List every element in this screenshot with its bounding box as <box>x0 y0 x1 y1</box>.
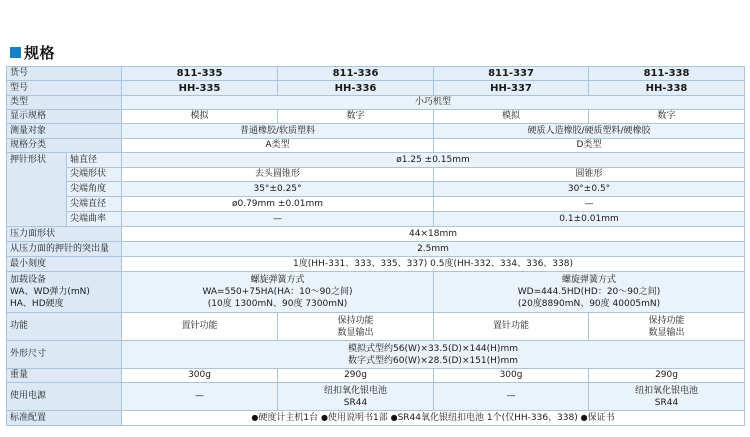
row-load <box>7 272 745 313</box>
function-line: 数显输出 <box>648 327 685 338</box>
load-a-line: (10度 1300mN、90度 7300mN) <box>207 299 348 309</box>
label-function: 功能 <box>7 313 122 341</box>
row-tip-radius <box>7 212 745 227</box>
standard-item: 硬度计主机1台 <box>258 413 319 423</box>
tip-dia-d: — <box>434 197 745 212</box>
row-protrusion <box>7 242 745 257</box>
standard-item: 使用说明书1部 <box>327 413 388 423</box>
spec-table <box>6 66 745 426</box>
label-shaft: 轴直径 <box>67 153 122 168</box>
row-tip-angle <box>7 182 745 197</box>
weight-cell: 300g <box>434 369 589 383</box>
target-d: 硬质人造橡胶/硬质塑料/硬橡胶 <box>434 124 745 139</box>
bullet-icon: ● <box>390 413 398 422</box>
section-title: 规格 <box>24 43 56 62</box>
tip-dia-a: ø0.79mm ±0.01mm <box>122 197 434 212</box>
row-type <box>7 81 745 96</box>
weight-cell: 290g <box>278 369 434 383</box>
code-cell: 811-336 <box>278 67 434 81</box>
function-line: 数显输出 <box>337 327 374 338</box>
row-weight <box>7 369 745 383</box>
row-code <box>7 67 745 81</box>
class-d: D类型 <box>434 139 745 153</box>
row-power <box>7 383 745 411</box>
code-cell: 811-338 <box>589 67 745 81</box>
power-cell <box>589 383 745 411</box>
label-load-line: WA、WD弹力(mN) <box>10 287 90 297</box>
target-a: 普通橡胶/软质塑料 <box>122 124 434 139</box>
dims-line: 模拟式型约56(W)×33.5(D)×144(H)mm <box>348 343 518 354</box>
standard-item: 保证书 <box>587 413 615 423</box>
standard-value <box>122 411 745 426</box>
label-weight: 重量 <box>7 369 122 383</box>
type-cell: HH-336 <box>278 81 434 96</box>
label-kind: 类型 <box>7 96 122 110</box>
min-scale-value: 1度(HH-331、333、335、337) 0.5度(HH-332、334、336、338) <box>122 257 745 272</box>
function-line: 保持功能 <box>648 315 685 326</box>
function-cell <box>278 313 434 341</box>
label-type: 型号 <box>7 81 122 96</box>
standard-item: SR44氧化银纽扣电池 1个(仅HH-336、338) <box>397 413 578 423</box>
row-press-face <box>7 227 745 242</box>
row-function <box>7 313 745 341</box>
power-line: 纽扣氧化银电池 <box>635 385 699 396</box>
display-cell: 模拟 <box>122 110 278 124</box>
power-cell: — <box>122 383 278 411</box>
press-face-value: 44×18mm <box>122 227 745 242</box>
tip-radius-d: 0.1±0.01mm <box>434 212 745 227</box>
power-line: SR44 <box>654 397 679 408</box>
label-tip-dia: 尖端直径 <box>67 197 122 212</box>
load-d-line: WD=444.5HD(HD：20～90之间) <box>517 287 661 297</box>
tip-angle-d: 30°±0.5° <box>434 182 745 197</box>
row-tip-shape <box>7 168 745 182</box>
kind-value: 小巧机型 <box>122 96 745 110</box>
row-target <box>7 124 745 139</box>
code-cell: 811-337 <box>434 67 589 81</box>
row-tip-dia <box>7 197 745 212</box>
type-cell: HH-338 <box>589 81 745 96</box>
label-min-scale: 最小刻度 <box>7 257 122 272</box>
row-kind <box>7 96 745 110</box>
load-a-line: 螺旋弹簧方式 <box>250 275 305 285</box>
power-cell <box>278 383 434 411</box>
label-tip-radius: 尖端曲率 <box>67 212 122 227</box>
tip-angle-a: 35°±0.25° <box>122 182 434 197</box>
label-needle-group: 押针形状 <box>7 153 67 227</box>
label-load <box>7 272 122 313</box>
label-power: 使用电源 <box>7 383 122 411</box>
class-a: A类型 <box>122 139 434 153</box>
label-press-face: 压力面形状 <box>7 227 122 242</box>
label-tip-shape: 尖端形状 <box>67 168 122 182</box>
load-a-line: WA=550+75HA(HA：10～90之间) <box>202 287 353 297</box>
load-a <box>122 272 434 313</box>
weight-cell: 290g <box>589 369 745 383</box>
power-line: 纽扣氧化银电池 <box>324 385 388 396</box>
row-shaft <box>7 153 745 168</box>
label-tip-angle: 尖端角度 <box>67 182 122 197</box>
label-target: 测量对象 <box>7 124 122 139</box>
row-standard <box>7 411 745 426</box>
display-cell: 数字 <box>278 110 434 124</box>
function-cell: 置针功能 <box>122 313 278 341</box>
label-protrusion: 从压力面的押针的突出量 <box>7 242 122 257</box>
load-d-line: (20度8890mN、90度 40005mN) <box>517 299 661 309</box>
load-d <box>434 272 745 313</box>
tip-shape-a: 去头圆锥形 <box>122 168 434 182</box>
code-cell: 811-335 <box>122 67 278 81</box>
function-line: 保持功能 <box>337 315 374 326</box>
protrusion-value: 2.5mm <box>122 242 745 257</box>
display-cell: 模拟 <box>434 110 589 124</box>
row-dims <box>7 341 745 369</box>
label-code: 货号 <box>7 67 122 81</box>
function-cell: 置针功能 <box>434 313 589 341</box>
bullet-icon: ● <box>321 413 328 422</box>
label-load-line: 加载设备 <box>10 275 47 285</box>
type-cell: HH-337 <box>434 81 589 96</box>
bullet-icon: ● <box>580 413 588 422</box>
label-dims: 外形尺寸 <box>7 341 122 369</box>
row-display <box>7 110 745 124</box>
tip-shape-d: 圆锥形 <box>434 168 745 182</box>
dims-value <box>122 341 745 369</box>
row-class <box>7 139 745 153</box>
load-d-line: 螺旋弹簧方式 <box>562 275 617 285</box>
weight-cell: 300g <box>122 369 278 383</box>
row-min-scale <box>7 257 745 272</box>
label-standard: 标准配置 <box>7 411 122 426</box>
type-cell: HH-335 <box>122 81 278 96</box>
power-cell: — <box>434 383 589 411</box>
power-line: SR44 <box>343 397 368 408</box>
label-class: 规格分类 <box>7 139 122 153</box>
label-display: 显示规格 <box>7 110 122 124</box>
label-load-line: HA、HD硬度 <box>10 299 64 309</box>
tip-radius-a: — <box>122 212 434 227</box>
shaft-value: ø1.25 ±0.15mm <box>122 153 745 168</box>
bullet-icon: ● <box>251 413 259 422</box>
section-square-icon <box>10 47 21 58</box>
dims-line: 数字式型约60(W)×28.5(D)×151(H)mm <box>348 355 518 366</box>
section-header <box>10 43 55 61</box>
display-cell: 数字 <box>589 110 745 124</box>
function-cell <box>589 313 745 341</box>
